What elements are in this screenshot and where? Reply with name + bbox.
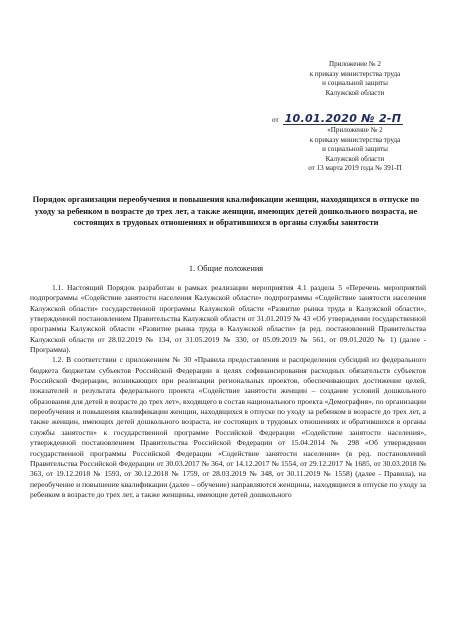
handwritten-date-number: 10.01.2020 № 2-П xyxy=(284,112,402,126)
document-title: Порядок организации переобучения и повышения квалификации женщин, находящихся в отпуске по уходу за ребенком в возрасте до трех лет, а также женщин, имеющих детей дошкольного возраста, не состоящих в трудовых отношениях и обратившихся в органы службы занятости xyxy=(32,195,420,228)
appendix-line: и социальной защиты xyxy=(322,79,388,88)
previous-appendix-header xyxy=(280,126,430,174)
appendix-line: Приложение № 2 xyxy=(329,60,381,68)
previous-appendix-line: от 13 марта 2019 года № 391-П xyxy=(308,164,402,173)
appendix-header xyxy=(272,60,430,126)
from-label: от xyxy=(272,116,279,125)
appendix-line: к приказу министерства труда xyxy=(309,69,401,78)
previous-appendix-line: «Приложение № 2 xyxy=(327,126,383,134)
appendix-line: Калужской области xyxy=(325,88,385,97)
paragraph-1-2: 1.2. В соответствии с приложением № 30 «Правила предоставления и распределения субсидий из федерального бюджета бюджетам субъектов Российской Федерации в целях софинансирования расходных обязательств субъектов Российской Федерации, возникающих при реализации региональных проектов, обеспечивающих достижение целей, показателей и результата федерального проекта «Содействие занятости женщин – создание условий дошкольного образования для детей в возрасте до трех лет», входящего в состав национального проекта «Демография», по организации переобучения и повышения квалификации женщин, находящихся в отпуске по уходу за ребенком в возрасте до трех лет, а также женщин, имеющих детей дошкольного возраста, не состоящих в трудовых отношениях и обратившихся в органы службы занятости» к государственной программе Российской Федерации «Содействие занятости населения», утвержденной постановлением Правительства Российской Федерации от 15.04.2014 № 298 «Об утверждении государственной программы Российской Федерации «Содействие занятости населения» (в ред. постановлений Правительства Российской Федерации от 30.03.2017 № 364, от 14.12.2017 № 1554, от 29.12.2017 № 1685, от 30.03.2018 № 363, от 19.12.2018 № 1593, от 30.12.2018 № 1759, от 28.03.2019 № 348, от 30.11.2019 № 1558) (далее - Правила), на переобучение и повышение квалификации (далее – обучение) направляются женщины, находящиеся в отпуске по уходу за ребенком в возрасте до трех лет, а также женщины, имеющие детей дошкольного xyxy=(30,355,426,499)
appendix-order-line xyxy=(272,114,430,126)
document-body xyxy=(30,283,426,500)
paragraph-1-1: 1.1. Настоящий Порядок разработан в рамках реализации мероприятия 4.1 раздела 5 «Перечень мероприятий подпрограммы «Содействие занятости населения Калужской области» подпрограммы «Содействие занятости населения Калужской области» государственной программы Калужской области «Развитие рынка труда в Калужской области», утвержденной постановлением Правительства Калужской области от 31.01.2019 № 43 «Об утверждении государственной программы Калужской области «Развитие рынка труда в Калужской области» (в ред. постановлений Правительства Калужской области от 28.02.2019 № 134, от 31.05.2019 № 330, от 05.09.2019 № 561, от 09.01.2020 № 1) (далее - Программа). xyxy=(30,283,426,355)
section-heading: 1. Общие положения xyxy=(188,264,264,273)
previous-appendix-line: и социальной защиты xyxy=(322,145,388,154)
previous-appendix-line: к приказу министерства труда xyxy=(309,135,401,144)
previous-appendix-line: Калужской области xyxy=(325,154,385,163)
